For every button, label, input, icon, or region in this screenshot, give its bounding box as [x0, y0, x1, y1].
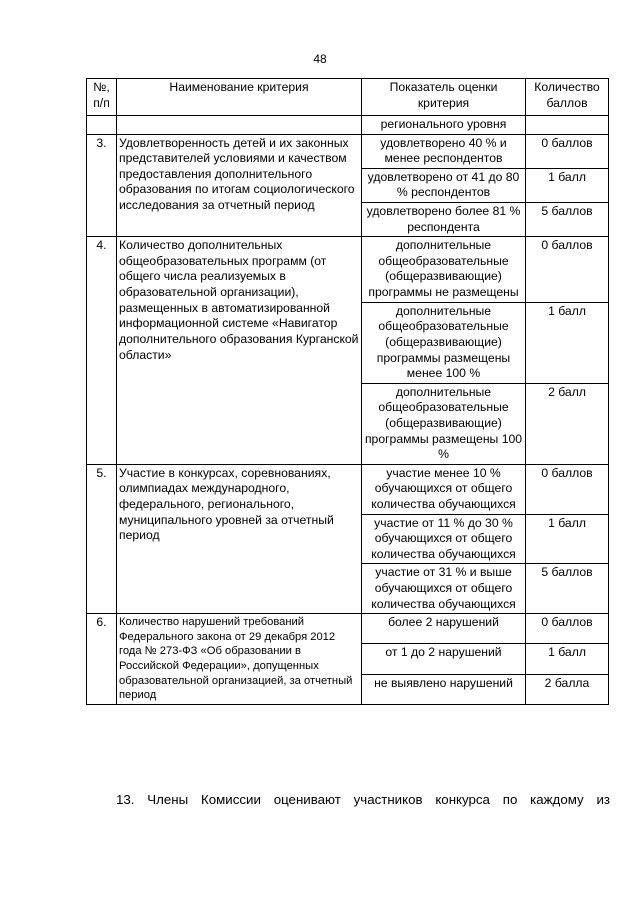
body-paragraph: 13. Члены Комиссии оценивают участников конкурса по каждому из [116, 792, 610, 807]
header-points: Количество баллов [526, 79, 609, 116]
points-cell: 0 баллов [526, 464, 609, 514]
points-cell: 1 балл [526, 644, 609, 674]
points-cell: 1 балл [526, 514, 609, 564]
indicator-cell: дополнительные общеобразовательные (общеразвивающие) программы размещены менее 100 % [362, 302, 526, 383]
row-number: 6. [87, 614, 117, 704]
table-row-continuation [87, 116, 609, 135]
points-cell: 5 баллов [526, 203, 609, 237]
points-cell: 0 баллов [526, 237, 609, 302]
header-indicator: Показатель оценки критерия [362, 79, 526, 116]
indicator-cell: удовлетворено более 81 % респондента [362, 203, 526, 237]
points-cell: 0 баллов [526, 614, 609, 644]
row-number: 5. [87, 464, 117, 613]
criterion-name: Удовлетворенность детей и их законных представителей условиями и качеством предоставления дополнительного образования по итогам социологического исследования за отчетный период [117, 134, 362, 237]
indicator-cell: удовлетворено 40 % и менее респондентов [362, 134, 526, 168]
table-row [87, 134, 609, 168]
header-num: №, п/п [87, 79, 117, 116]
table-row [87, 614, 609, 644]
row-number: 3. [87, 134, 117, 237]
points-cell: 1 балл [526, 302, 609, 383]
indicator-cell: более 2 нарушений [362, 614, 526, 644]
points-cell: 2 балла [526, 674, 609, 704]
indicator-cell: удовлетворено от 41 до 80 % респондентов [362, 168, 526, 202]
criteria-table [86, 78, 609, 705]
row-number: 4. [87, 237, 117, 465]
indicator-cell: дополнительные общеобразовательные (общеразвивающие) программы не размещены [362, 237, 526, 302]
indicator-cell: не выявлено нарушений [362, 674, 526, 704]
indicator-cell: от 1 до 2 нарушений [362, 644, 526, 674]
indicator-cell: участие менее 10 % обучающихся от общего количества обучающихся [362, 464, 526, 514]
points-cell: 1 балл [526, 168, 609, 202]
continuation-indicator: регионального уровня [362, 116, 526, 135]
points-cell: 5 баллов [526, 564, 609, 614]
indicator-cell: дополнительные общеобразовательные (общеразвивающие) программы размещены 100 % [362, 383, 526, 464]
points-cell: 0 баллов [526, 134, 609, 168]
table-row [87, 237, 609, 302]
criterion-name: Количество нарушений требований Федерального закона от 29 декабря 2012 года № 273-ФЗ «Об образовании в Российской Федерации», допущенных образовательной организацией, за отчетный период [117, 614, 362, 704]
page-number: 48 [313, 52, 327, 66]
table-row [87, 464, 609, 514]
indicator-cell: участие от 31 % и выше обучающихся от общего количества обучающихся [362, 564, 526, 614]
header-name: Наименование критерия [117, 79, 362, 116]
criterion-name: Количество дополнительных общеобразовательных программ (от общего числа реализуемых в образовательной организации), размещенных в автоматизированной информационной системе «Навигатор дополнительного образования Курганской области» [117, 237, 362, 465]
points-cell: 2 балл [526, 383, 609, 464]
indicator-cell: участие от 11 % до 30 % обучающихся от общего количества обучающихся [362, 514, 526, 564]
criterion-name: Участие в конкурсах, соревнованиях, олимпиадах международного, федерального, регионального, муниципального уровней за отчетный период [117, 464, 362, 613]
table-header-row [87, 79, 609, 116]
